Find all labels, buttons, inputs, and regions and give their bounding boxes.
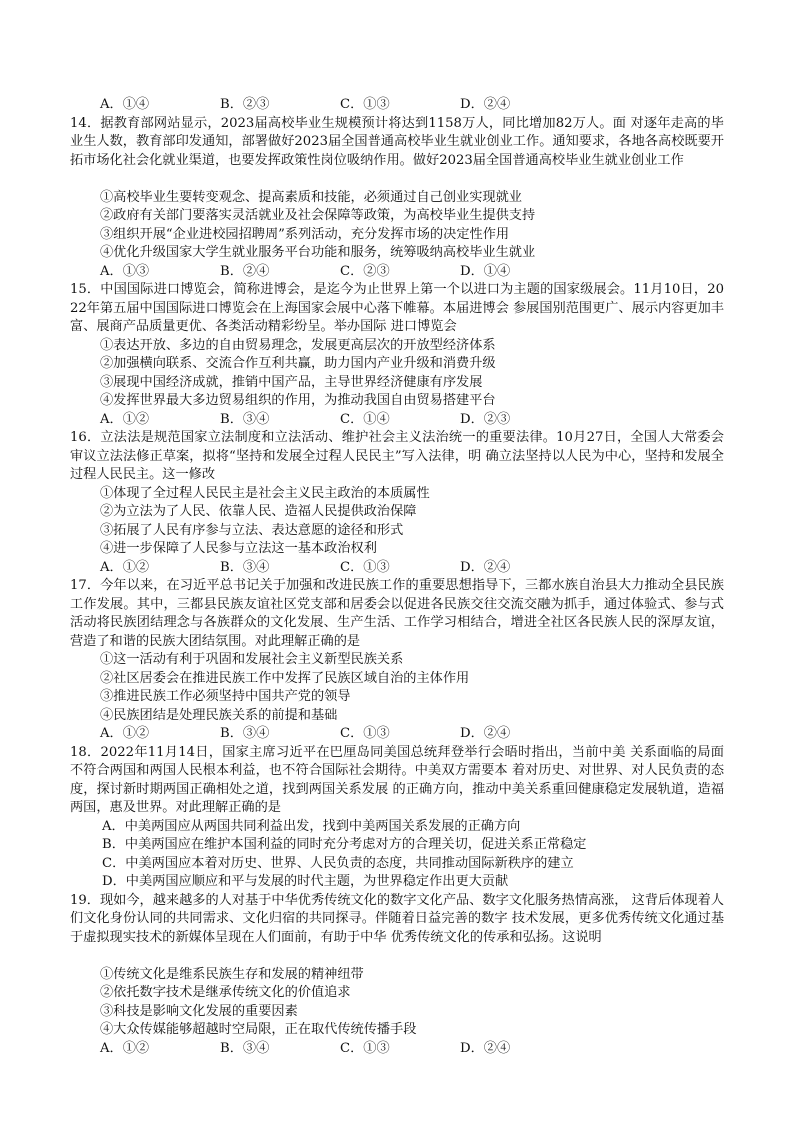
statement: ②加强横向联系、交流合作互利共赢，助力国内产业升级和消费升级 xyxy=(100,356,496,371)
option-b: B．②③ xyxy=(220,97,270,112)
statement: ②社区居委会在推进民族工作中发挥了民族区域自治的主体作用 xyxy=(100,670,470,686)
answer-options xyxy=(70,263,724,282)
q13-options xyxy=(70,96,724,115)
option-b: B．②④ xyxy=(220,263,270,279)
option-a: A．①③ xyxy=(100,263,150,279)
statement: ③推进民族工作必须坚持中国共产党的领导 xyxy=(100,689,351,704)
question-content xyxy=(70,96,724,1058)
answer-options xyxy=(70,411,724,430)
option-a: A．①② xyxy=(100,1040,150,1056)
option-b: B．③④ xyxy=(220,411,270,427)
choice: D．中美两国应顺应和平与发展的时代主题，为世界稳定作出更大贡献 xyxy=(102,874,509,889)
option-a: A．①② xyxy=(100,411,150,427)
statement: ①表达开放、多边的自由贸易理念，发展更高层次的开放型经济体系 xyxy=(100,337,496,353)
question-stem: 15．中国国际进口博览会，简称进博会，是迄今为止世界上第一个以进口为主题的国家级展会。11月10日，2022年第五届中国国际进口博览会在上海国家会展中心落下帷幕。本届进博会 参展国别范围更广、展示内容更加丰富、展商产品质量更优、各类活动精彩纷呈。举办国际 进口博览会 xyxy=(70,282,724,334)
option-a: A．①② xyxy=(100,559,150,575)
option-b: B．③④ xyxy=(220,726,270,741)
statement: ①这一活动有利于巩固和发展社会主义新型民族关系 xyxy=(100,652,404,667)
option-c: C．①③ xyxy=(340,726,390,741)
question-16 xyxy=(70,429,724,577)
choice: B．中美两国应在维护本国利益的同时充分考虑对方的合理关切，促进关系正常稳定 xyxy=(102,837,587,852)
question-17 xyxy=(70,577,724,744)
question-stem: 18．2022年11月14日，国家主席习近平在巴厘岛同美国总统拜登举行会晤时指出，当前中美 关系面临的局面不符合两国和两国人民根本利益，也不符合国际社会期待。中美双方需要本 着对历史、对世界、对人民负责的态度，探讨新时期两国正确相处之道，找到两国关系发展 的正确方向，推动中美关系重回健康稳定发展轨道，造福两国，惠及世界。对此理解正确的是 xyxy=(70,744,724,815)
question-18 xyxy=(70,744,724,892)
option-b: B．③④ xyxy=(220,559,270,575)
statement: ②为立法为了人民、依靠人民、造福人民提供政治保障 xyxy=(100,504,417,519)
option-d: D．②④ xyxy=(460,726,511,741)
statement: ③科技是影响文化发展的重要因素 xyxy=(100,1003,298,1019)
statement: ④优化升级国家大学生就业服务平台功能和服务，统筹吸纳高校毕业生就业 xyxy=(100,245,536,260)
answer-options xyxy=(70,1040,724,1059)
choice: C．中美两国应本着对历史、世界、人民负责的态度，共同推动国际新秩序的建立 xyxy=(102,855,574,871)
statement: ①高校毕业生要转变观念、提高素质和技能，必须通过自己创业实现就业 xyxy=(100,189,522,205)
question-19 xyxy=(70,892,724,1059)
answer-options xyxy=(70,725,724,744)
statement: ②依托数字技术是继承传统文化的价值追求 xyxy=(100,985,351,1000)
option-d: D．②③ xyxy=(460,411,511,427)
option-b: B．③④ xyxy=(220,1040,270,1056)
option-c: C．①③ xyxy=(340,97,390,112)
option-d: D．①④ xyxy=(460,263,511,279)
option-a: A．①② xyxy=(100,726,150,741)
statement: ④大众传媒能够超越时空局限，正在取代传统传播手段 xyxy=(100,1022,417,1037)
answer-options xyxy=(70,559,724,578)
statement: ③展现中国经济成就，推销中国产品，主导世界经济健康有序发展 xyxy=(100,374,483,390)
option-c: C．②③ xyxy=(340,263,390,279)
choice: A．中美两国应从两国共同利益出发，找到中美两国关系发展的正确方向 xyxy=(102,818,521,834)
option-c: C．①③ xyxy=(340,1040,390,1056)
option-a: A．①④ xyxy=(100,97,150,112)
statement: ③组织开展“企业进校园招聘周”系列活动，充分发挥市场的决定性作用 xyxy=(100,226,510,242)
statement: ①传统文化是维系民族生存和发展的精神纽带 xyxy=(100,966,364,982)
statement: ④进一步保障了人民参与立法这一基本政治权利 xyxy=(100,541,377,556)
option-c: C．①④ xyxy=(340,411,390,427)
question-stem: 14．据教育部网站显示，2023届高校毕业生规模预计将达到1158万人，同比增加82万人。面 对逐年走高的毕业生人数，教育部印发通知，部署做好2023届全国普通高校毕业生就业创业工作。通知要求，各地各高校既要开拓市场化社会化就业渠道，也要发挥政策性岗位吸纳作用。做好2023届全国普通高校毕业生就业创业工作 xyxy=(70,115,724,168)
statement: ④发挥世界最大多边贸易组织的作用，为推动我国自由贸易搭建平台 xyxy=(100,393,496,408)
question-stem: 17．今年以来，在习近平总书记关于加强和改进民族工作的重要思想指导下，三都水族自治县大力推动全县民族工作发展。其中，三都县民族友谊社区党支部和居委会以促进各民族交往交流交融为抓手，通过体验式、参与式活动将民族团结理念与各族群众的文化发展、生产生活、工作学习相结合，增进全社区各民族人民的深厚友谊，营造了和谐的民族大团结氛围。对此理解正确的是 xyxy=(70,578,724,649)
option-c: C．①③ xyxy=(340,559,390,575)
question-14 xyxy=(70,115,724,282)
question-stem: 16．立法法是规范国家立法制度和立法活动、维护社会主义法治统一的重要法律。10月27日，全国人大常委会审议立法法修正草案，拟将“坚持和发展全过程人民民主”写入法律，明 确立法坚持以人民为中心，坚持和发展全过程人民民主。这一修改 xyxy=(70,430,724,482)
statement: ①体现了全过程人民民主是社会主义民主政治的本质属性 xyxy=(100,485,430,501)
option-d: D．②④ xyxy=(460,559,511,575)
option-d: D．②④ xyxy=(460,97,511,112)
question-stem: 19．现如今，越来越多的人对基于中华优秀传统文化的数字文化产品、数字文化服务热情高涨， 这背后体现着人们文化身份认同的共同需求、文化归宿的共同探寻。伴随着日益完善的数字 技术发展，更多优秀传统文化通过基于虚拟现实技术的新媒体呈现在人们面前，有助于中华 优秀传统文化的传承和弘扬。这说明 xyxy=(70,892,724,945)
statement: ③拓展了人民有序参与立法、表达意愿的途径和形式 xyxy=(100,522,404,538)
question-15 xyxy=(70,281,724,429)
option-d: D．②④ xyxy=(460,1040,511,1056)
statement: ②政府有关部门要落实灵活就业及社会保障等政策，为高校毕业生提供支持 xyxy=(100,208,536,223)
statement: ④民族团结是处理民族关系的前提和基础 xyxy=(100,707,338,723)
